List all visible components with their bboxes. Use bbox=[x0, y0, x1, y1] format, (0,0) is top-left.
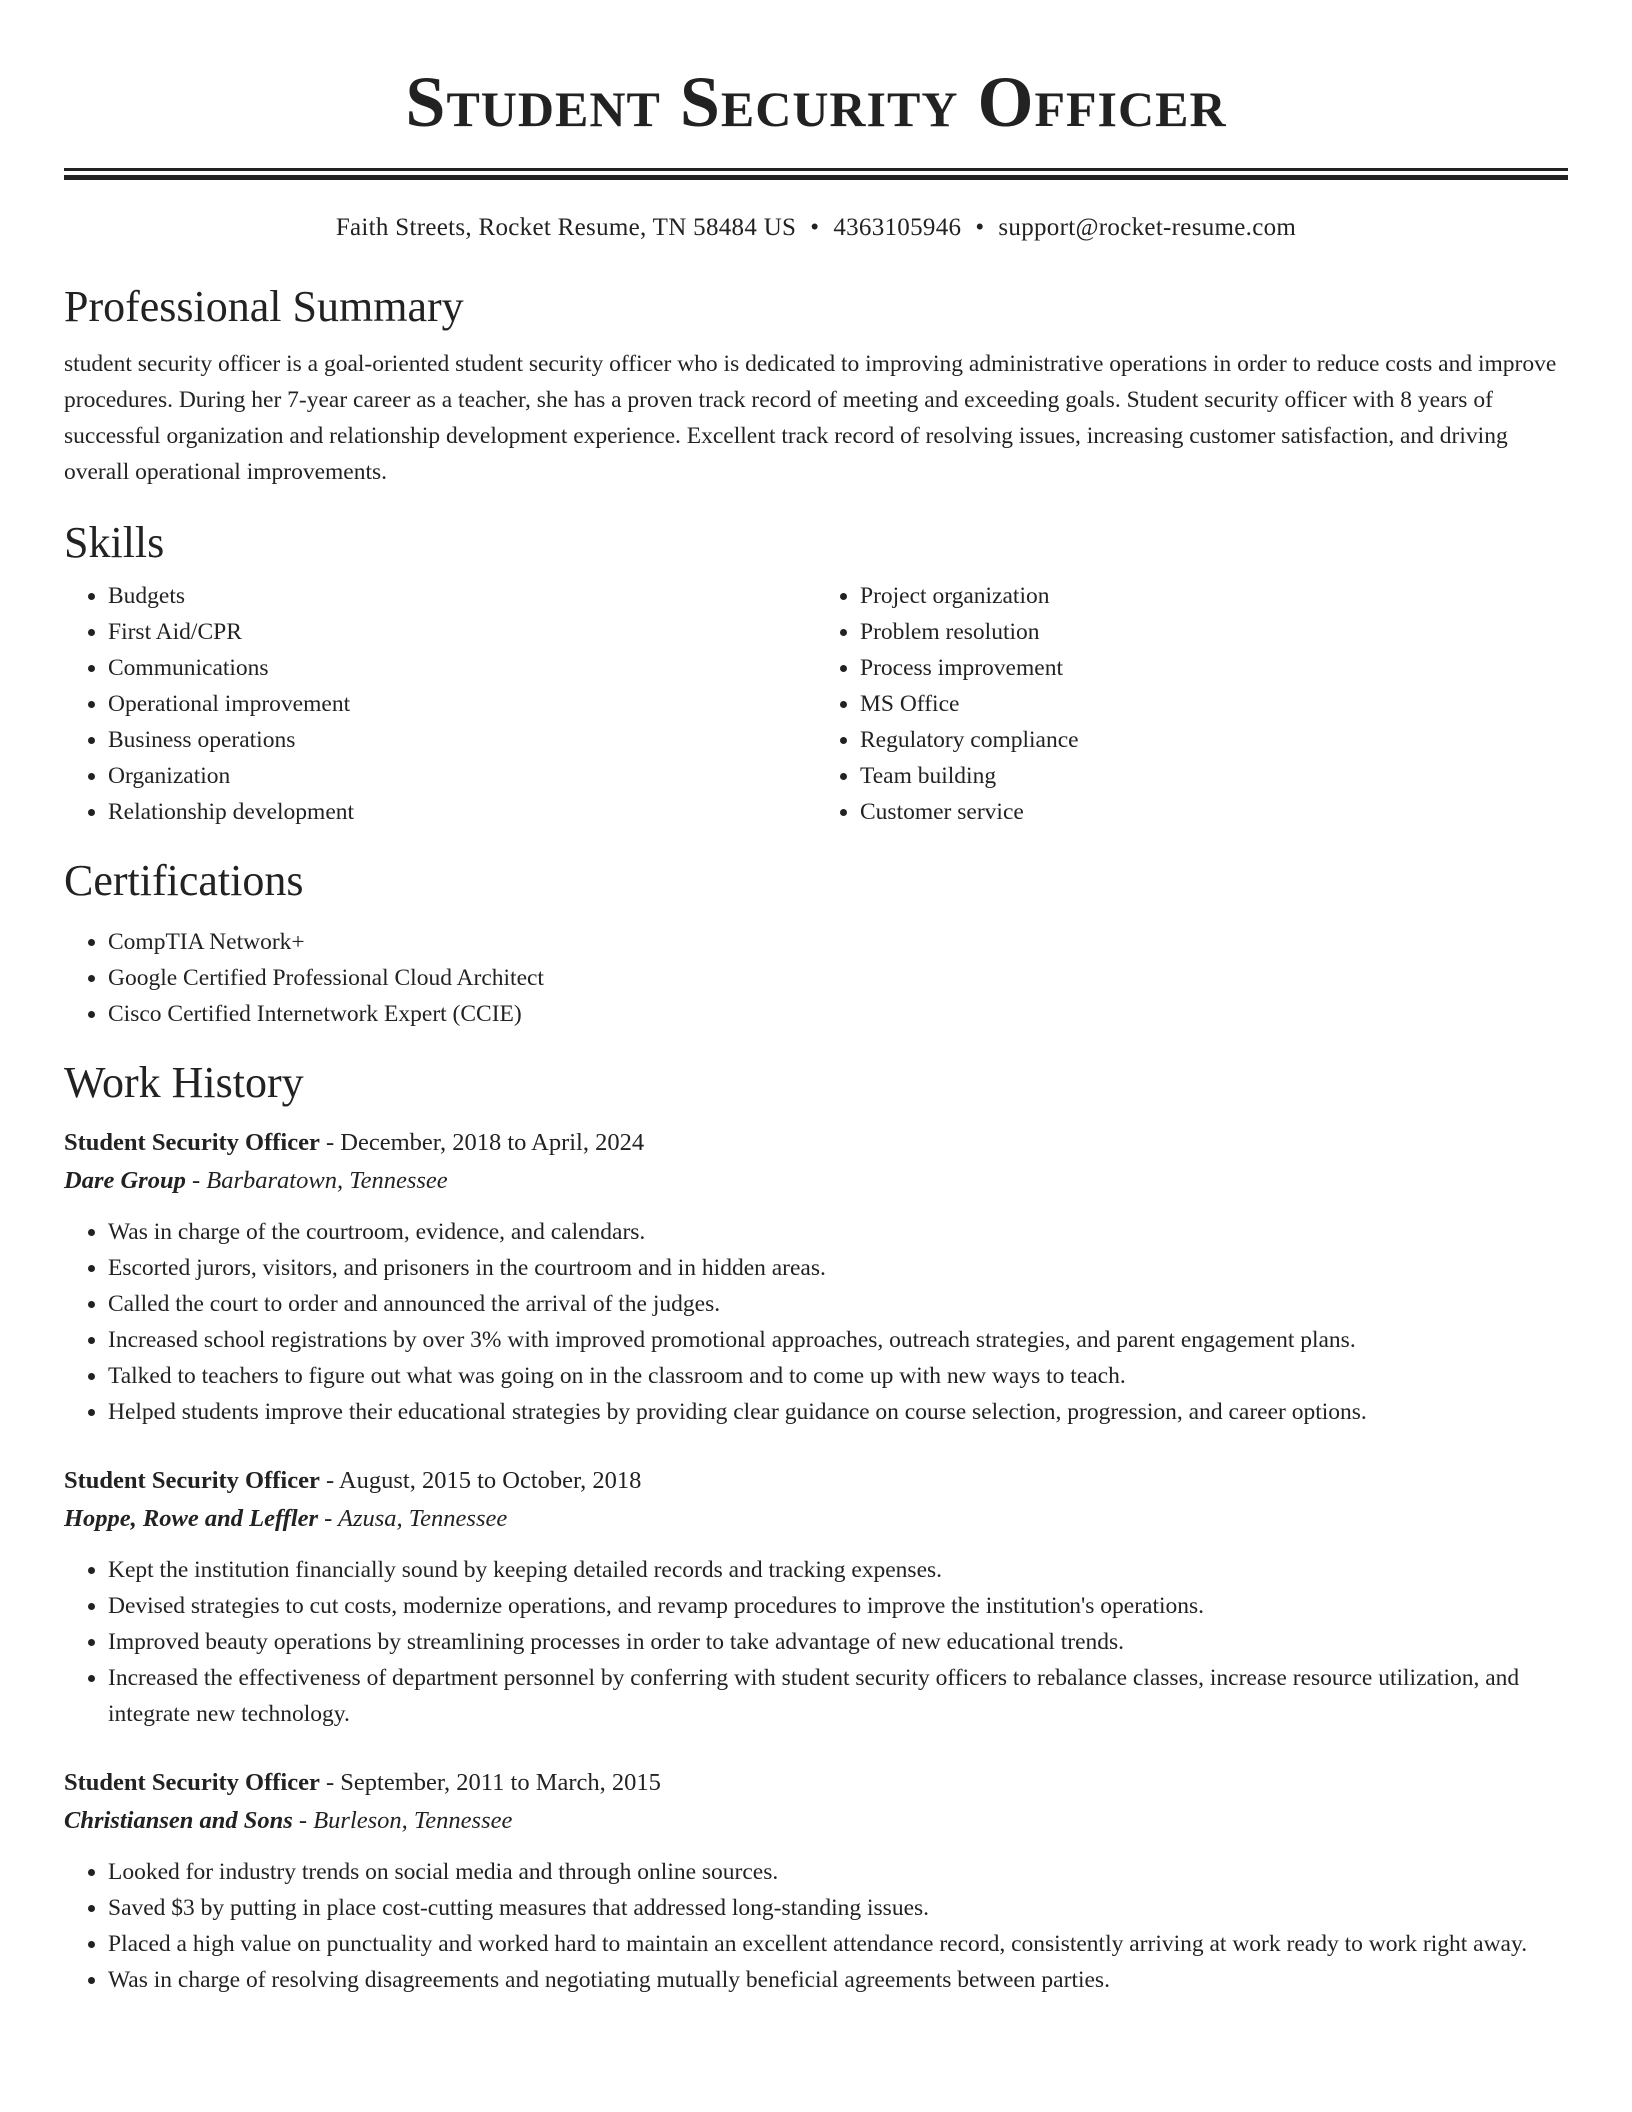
contact-separator: • bbox=[975, 214, 985, 241]
work-history-heading: Work History bbox=[64, 1058, 304, 1107]
job-duty: • Looked for industry trends on social media and through online sources. bbox=[108, 1854, 1568, 1890]
skills-list-right bbox=[816, 578, 1568, 830]
job-dates: December, 2018 to April, 2024 bbox=[340, 1129, 645, 1156]
skill-item: • Project organization bbox=[860, 578, 1568, 614]
summary-text: student security officer is a goal-oriented student security officer who is dedicated to improving administrative operations in order to reduce costs and improve procedures. During her 7-year career as a teacher, she has a proven track record of meeting and exceeding goals. Student security officer with 8 years of successful organization and relationship development experience. Excellent track record of resolving issues, increasing customer satisfaction, and driving overall operational improvements. bbox=[64, 351, 1557, 485]
skill-item: • Organization bbox=[108, 758, 816, 794]
certifications-list bbox=[64, 924, 1568, 1032]
job-company-line bbox=[64, 1500, 1568, 1538]
job-title-line bbox=[64, 1462, 1568, 1500]
job-dates: August, 2015 to October, 2018 bbox=[338, 1467, 642, 1494]
contact-address: Faith Streets, Rocket Resume, TN 58484 US bbox=[335, 214, 797, 241]
job-dash: - bbox=[319, 1769, 341, 1796]
certification-item: • CompTIA Network+ bbox=[108, 924, 1568, 960]
job-entry bbox=[64, 1462, 1568, 1732]
job-duty: • Improved beauty operations by streamlining processes in order to take advantage of new educational trends. bbox=[108, 1624, 1568, 1660]
job-duty: • Devised strategies to cut costs, modernize operations, and revamp procedures to improve the institution's operations. bbox=[108, 1588, 1568, 1624]
job-dash: - bbox=[318, 1505, 339, 1532]
job-company: Dare Group bbox=[64, 1167, 186, 1194]
job-duty: • Was in charge of resolving disagreements and negotiating mutually beneficial agreements between parties. bbox=[108, 1962, 1568, 1998]
certification-item: • Google Certified Professional Cloud Architect bbox=[108, 960, 1568, 996]
job-role: Student Security Officer bbox=[64, 1467, 320, 1494]
job-duties-list bbox=[64, 1214, 1568, 1430]
job-duties-list bbox=[64, 1854, 1568, 1998]
job-duty: • Increased the effectiveness of department personnel by conferring with student security officers to rebalance classes, increase resource utilization, and integrate new technology. bbox=[108, 1660, 1568, 1732]
job-role: Student Security Officer bbox=[64, 1129, 320, 1156]
job-duty: • Called the court to order and announced the arrival of the judges. bbox=[108, 1286, 1568, 1322]
contact-email: support@rocket-resume.com bbox=[998, 214, 1297, 241]
job-title-line bbox=[64, 1764, 1568, 1802]
skill-item: • Customer service bbox=[860, 794, 1568, 830]
resume-title: Student Security Officer bbox=[405, 62, 1227, 142]
job-title-line bbox=[64, 1124, 1568, 1162]
certifications-section bbox=[64, 856, 1568, 1032]
job-dash: - bbox=[292, 1807, 314, 1834]
job-dash: - bbox=[319, 1467, 339, 1494]
skill-item: • Budgets bbox=[108, 578, 816, 614]
job-company-line bbox=[64, 1162, 1568, 1200]
job-duty: • Talked to teachers to figure out what was going on in the classroom and to come up with new ways to teach. bbox=[108, 1358, 1568, 1394]
job-duty: • Escorted jurors, visitors, and prisoners in the courtroom and in hidden areas. bbox=[108, 1250, 1568, 1286]
title-double-rule bbox=[64, 168, 1568, 180]
job-location: Burleson, Tennessee bbox=[313, 1807, 513, 1834]
job-duty: • Increased school registrations by over 3% with improved promotional approaches, outreach strategies, and parent engagement plans. bbox=[108, 1322, 1568, 1358]
summary-section bbox=[64, 282, 1568, 490]
skill-item: • Operational improvement bbox=[108, 686, 816, 722]
job-dash: - bbox=[185, 1167, 207, 1194]
skill-item: • Regulatory compliance bbox=[860, 722, 1568, 758]
skill-item: • Team building bbox=[860, 758, 1568, 794]
job-location: Azusa, Tennessee bbox=[338, 1505, 508, 1532]
job-duty: • Was in charge of the courtroom, evidence, and calendars. bbox=[108, 1214, 1568, 1250]
summary-heading: Professional Summary bbox=[64, 282, 464, 331]
contact-phone: 4363105946 bbox=[833, 214, 962, 241]
skills-heading: Skills bbox=[64, 518, 165, 567]
certifications-heading: Certifications bbox=[64, 856, 304, 905]
job-duty: • Helped students improve their educational strategies by providing clear guidance on course selection, progression, and career options. bbox=[108, 1394, 1568, 1430]
job-entry bbox=[64, 1124, 1568, 1430]
job-company: Christiansen and Sons bbox=[64, 1807, 293, 1834]
job-duty: • Placed a high value on punctuality and worked hard to maintain an excellent attendance record, consistently arriving at work ready to work right away. bbox=[108, 1926, 1568, 1962]
skill-item: • Business operations bbox=[108, 722, 816, 758]
skill-item: • Relationship development bbox=[108, 794, 816, 830]
skill-item: • Process improvement bbox=[860, 650, 1568, 686]
skills-grid bbox=[64, 578, 1568, 830]
work-history-section bbox=[64, 1058, 1568, 1998]
contact-line bbox=[64, 212, 1568, 244]
contact-separator: • bbox=[810, 214, 820, 241]
skill-item: • MS Office bbox=[860, 686, 1568, 722]
job-company-line bbox=[64, 1802, 1568, 1840]
skill-item: • Problem resolution bbox=[860, 614, 1568, 650]
job-location: Barbaratown, Tennessee bbox=[206, 1167, 448, 1194]
job-duty: • Kept the institution financially sound by keeping detailed records and tracking expenses. bbox=[108, 1552, 1568, 1588]
job-duties-list bbox=[64, 1552, 1568, 1732]
skills-list-left bbox=[64, 578, 816, 830]
certification-item: • Cisco Certified Internetwork Expert (CCIE) bbox=[108, 996, 1568, 1032]
skill-item: • First Aid/CPR bbox=[108, 614, 816, 650]
job-duty: • Saved $3 by putting in place cost-cutting measures that addressed long-standing issues. bbox=[108, 1890, 1568, 1926]
job-role: Student Security Officer bbox=[64, 1769, 320, 1796]
skill-item: • Communications bbox=[108, 650, 816, 686]
job-entry bbox=[64, 1764, 1568, 1998]
job-dash: - bbox=[319, 1129, 341, 1156]
job-dates: September, 2011 to March, 2015 bbox=[340, 1769, 661, 1796]
skills-section bbox=[64, 518, 1568, 830]
job-company: Hoppe, Rowe and Leffler bbox=[64, 1505, 319, 1532]
